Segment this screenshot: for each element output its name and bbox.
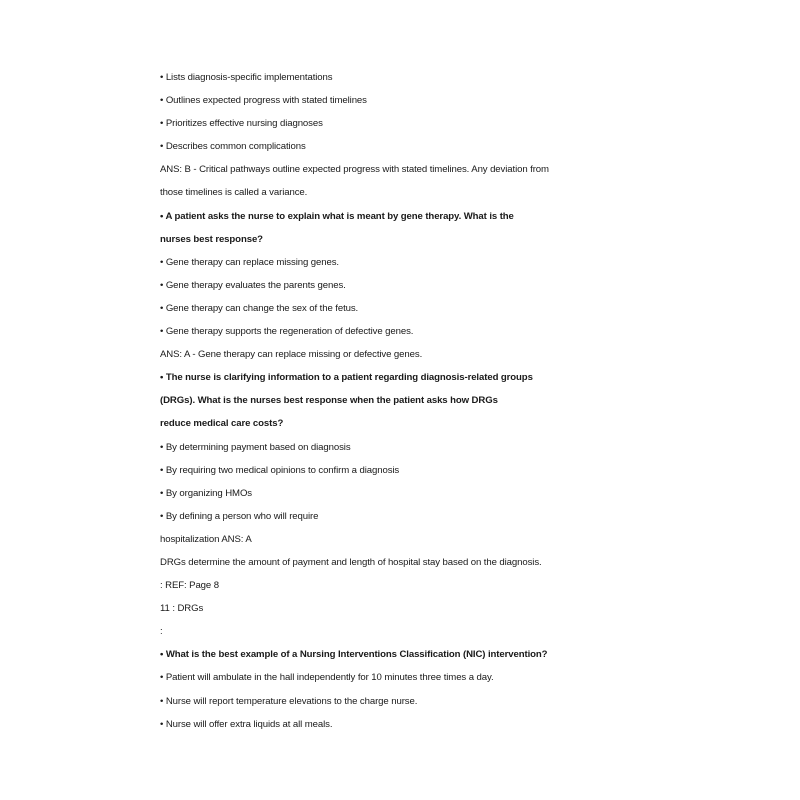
text-line: DRGs determine the amount of payment and length of hospital stay based on the diagnosis.	[160, 556, 542, 568]
question-line: • The nurse is clarifying information to a patient regarding diagnosis-related groups	[160, 372, 533, 384]
text-line: • By determining payment based on diagnosis	[160, 441, 351, 453]
text-line: :	[160, 626, 163, 638]
text-line: • Gene therapy can replace missing genes.	[160, 256, 339, 268]
text-line: : REF: Page 8	[160, 580, 219, 592]
text-line: • By organizing HMOs	[160, 487, 252, 499]
question-line: nurses best response?	[160, 233, 263, 245]
text-line: • Gene therapy evaluates the parents genes.	[160, 279, 346, 291]
question-line: • A patient asks the nurse to explain what is meant by gene therapy. What is the	[160, 210, 514, 222]
text-line: • By defining a person who will require	[160, 510, 319, 522]
text-line: ANS: A - Gene therapy can replace missing or defective genes.	[160, 349, 423, 361]
text-line: hospitalization ANS: A	[160, 533, 252, 545]
text-line: • Nurse will offer extra liquids at all meals.	[160, 718, 333, 730]
text-line: ANS: B - Critical pathways outline expected progress with stated timelines. Any deviation from	[160, 164, 549, 176]
document-body	[160, 66, 640, 736]
question-line: (DRGs). What is the nurses best response when the patient asks how DRGs	[160, 395, 498, 407]
question-line: reduce medical care costs?	[160, 418, 284, 430]
text-line: • Gene therapy can change the sex of the fetus.	[160, 302, 359, 314]
text-line: • Nurse will report temperature elevations to the charge nurse.	[160, 695, 418, 707]
text-line: those timelines is called a variance.	[160, 187, 308, 199]
text-line: • Gene therapy supports the regeneration of defective genes.	[160, 326, 414, 338]
text-line: • By requiring two medical opinions to confirm a diagnosis	[160, 464, 400, 476]
text-line: • Patient will ambulate in the hall independently for 10 minutes three times a day.	[160, 672, 494, 684]
text-line: • Prioritizes effective nursing diagnoses	[160, 118, 323, 130]
text-line: 11 : DRGs	[160, 603, 204, 615]
question-line: • What is the best example of a Nursing Interventions Classification (NIC) intervention?	[160, 649, 548, 661]
text-line: • Describes common complications	[160, 141, 306, 153]
text-line: • Outlines expected progress with stated timelines	[160, 95, 367, 107]
text-line: • Lists diagnosis-specific implementations	[160, 72, 333, 83]
